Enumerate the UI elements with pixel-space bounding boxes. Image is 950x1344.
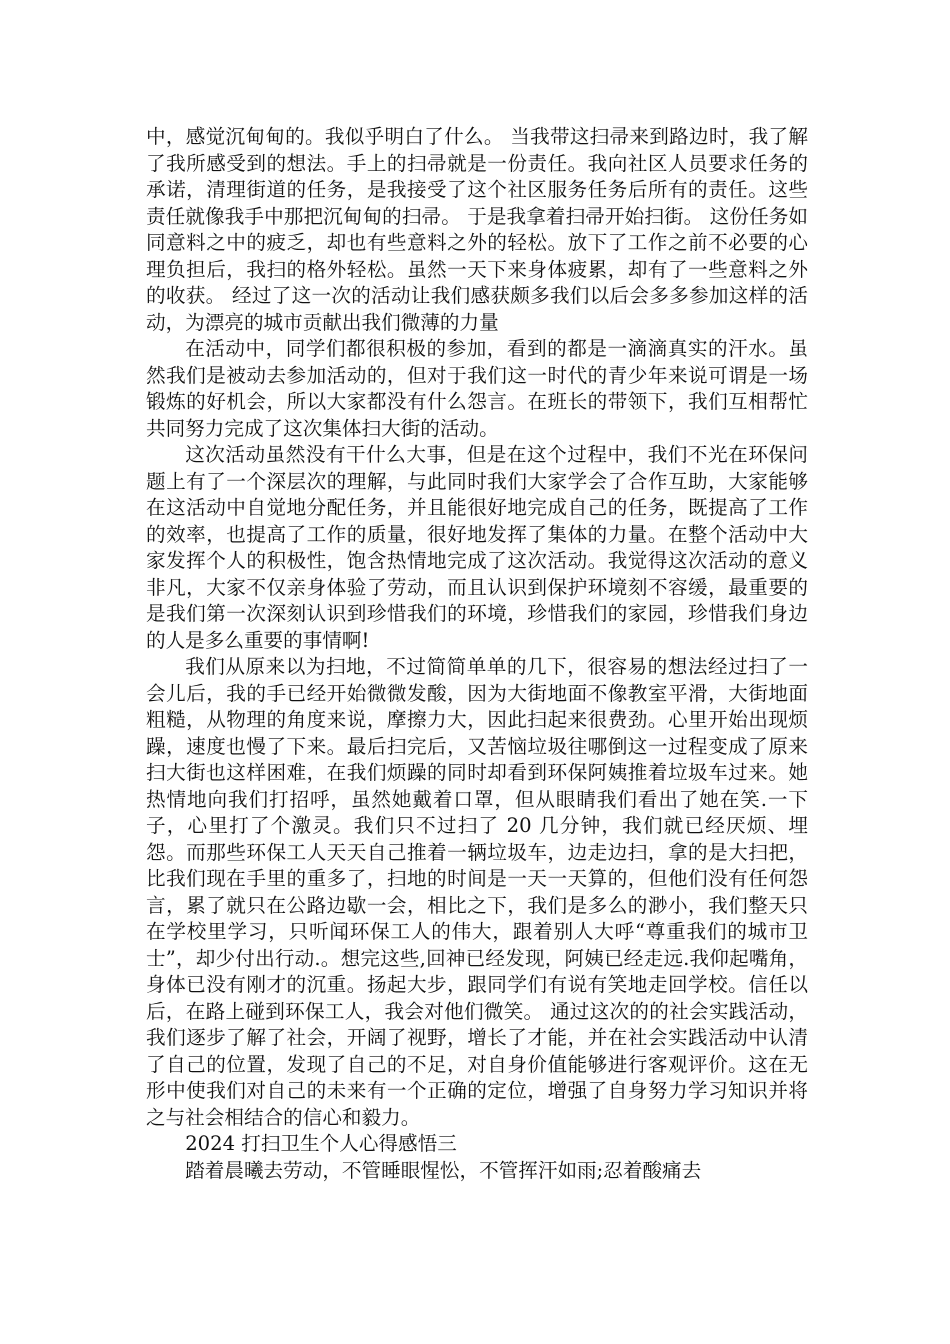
document-page: [146, 124, 808, 1184]
paragraph-5: 踏着晨曦去劳动，不管睡眼惺忪，不管挥汗如雨;忍着酸痛去: [185, 1158, 702, 1182]
paragraph-4: 我们从原来以为扫地，不过简简单单的几下，很容易的想法经过扫了一会儿后，我的手已经开始微微发酸，因为大街地面不像教室平滑，大街地面粗糙，从物理的角度来说，摩擦力大，因此扫起来很费劲。心里开始出现烦躁，速度也慢了下来。最后扫完后，又苦恼垃圾往哪倒这一过程变成了原来扫大街也这样困难，在我们烦躁的同时却看到环保阿姨推着垃圾车过来。她热情地向我们打招呼，虽然她戴着口罩，但从眼睛我们看出了她在笑.一下子，心里打了个激灵。我们只不过扫了 20 几分钟，我们就已经厌烦、埋怨。而那些环保工人天天自己推着一辆垃圾车，边走边扫，拿的是大扫把，比我们现在手里的重多了，扫地的时间是一天一天算的，但他们没有任何怨言，累了就只在公路边歇一会，相比之下，我们是多么的渺小，我们整天只在学校里学习，只听闻环保工人的伟大，跟着别人大呼“尊重我们的城市卫士”，却少付出行动.。想完这些,回神已经发现，阿姨已经走远.我仰起嘴角，身体已没有刚才的沉重。扬起大步，跟同学们有说有笑地走回学校。信任以后，在路上碰到环保工人，我会对他们微笑。 通过这次的的社会实践活动，我们逐步了解了社会，开阔了视野，增长了才能，并在社会实践活动中认清了自己的位置，发现了自己的不足，对自身价值能够进行客观评价。这在无形中使我们对自己的未来有一个正确的定位，增强了自身努力学习知识并将之与社会相结合的信心和毅力。: [146, 655, 808, 1129]
paragraph-1: 中，感觉沉甸甸的。我似乎明白了什么。 当我带这扫帚来到路边时，我了解了我所感受到的想法。手上的扫帚就是一份责任。我向社区人员要求任务的承诺，清理街道的任务，是我接受了这个社区服务任务后所有的责任。这些责任就像我手中那把沉甸甸的扫帚。 于是我拿着扫帚开始扫街。 这份任务如同意料之中的疲乏，却也有些意料之外的轻松。放下了工作之前不必要的心理负担后，我扫的格外轻松。虽然一天下来身体疲累，却有了一些意料之外的收获。 经过了这一次的活动让我们感获颇多我们以后会多多参加这样的活动，为漂亮的城市贡献出我们微薄的力量: [146, 125, 808, 334]
paragraph-2: 在活动中，同学们都很积极的参加，看到的都是一滴滴真实的汗水。虽然我们是被动去参加活动的，但对于我们这一时代的青少年来说可谓是一场锻炼的好机会，所以大家都没有什么怨言。在班长的带领下，我们互相帮忙共同努力完成了这次集体扫大街的活动。: [146, 337, 808, 440]
paragraph-3: 这次活动虽然没有干什么大事，但是在这个过程中，我们不光在环保问题上有了一个深层次的理解，与此同时我们大家学会了合作互助，大家能够在这活动中自觉地分配任务，并且能很好地完成自己的任务，既提高了工作的效率，也提高了工作的质量，很好地发挥了集体的力量。在整个活动中大家发挥个人的积极性，饱含热情地完成了这次活动。我觉得这次活动的意义非凡，大家不仅亲身体验了劳动，而且认识到保护环境刻不容缓，最重要的是我们第一次深刻认识到珍惜我们的环境，珍惜我们的家园，珍惜我们身边的人是多么重要的事情啊!: [146, 443, 808, 652]
section-title: 2024 打扫卫生个人心得感悟三: [185, 1132, 457, 1155]
